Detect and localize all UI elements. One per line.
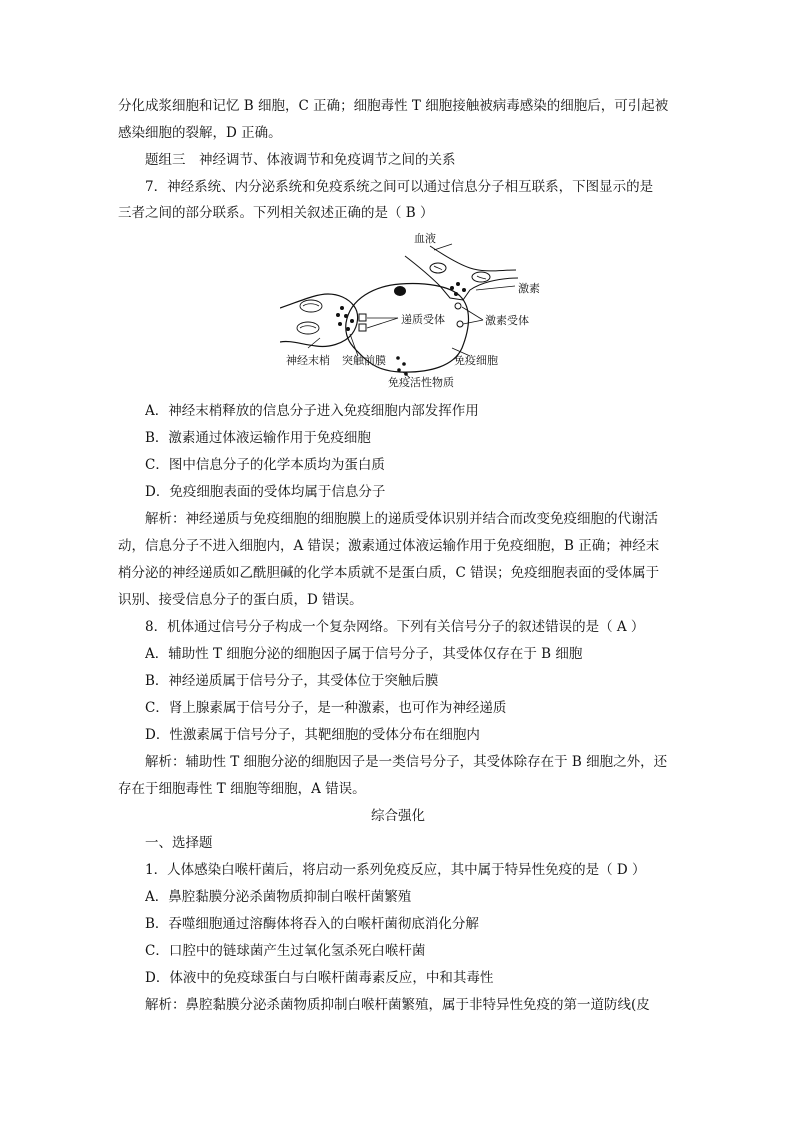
question-8-analysis: 解析：辅助性 T 细胞分泌的细胞因子是一类信号分子，其受体除存在于 B 细胞之外，还 xyxy=(145,754,668,770)
question-7-analysis: 梢分泌的神经递质如乙酰胆碱的化学本质就不是蛋白质，C 错误；免疫细胞表面的受体属于 xyxy=(118,565,660,581)
question-7-option-c: C．图中信息分子的化学本质均为蛋白质 xyxy=(145,457,385,473)
label-nerve-ending: 神经末梢 xyxy=(286,354,330,367)
question-7-option-d: D．免疫细胞表面的受体均属于信息分子 xyxy=(145,484,386,500)
immune-signal-diagram xyxy=(280,228,565,390)
label-immune-active-substance: 免疫活性物质 xyxy=(388,376,454,389)
question-1-option-a: A．鼻腔黏膜分泌杀菌物质抑制白喉杆菌繁殖 xyxy=(145,889,412,905)
label-hormone: 激素 xyxy=(518,282,540,295)
question-8-option-c: C．肾上腺素属于信号分子，是一种激素，也可作为神经递质 xyxy=(145,700,507,716)
question-7-analysis: 解析：神经递质与免疫细胞的细胞膜上的递质受体识别并结合而改变免疫细胞的代谢活 xyxy=(145,511,658,527)
question-1-option-b: B．吞噬细胞通过溶酶体将吞入的白喉杆菌彻底消化分解 xyxy=(145,916,479,932)
question-8-analysis: 存在于细胞毒性 T 细胞等细胞，A 错误。 xyxy=(118,781,366,797)
question-7-option-b: B．激素通过体液运输作用于免疫细胞 xyxy=(145,430,371,446)
question-1-stem: 1．人体感染白喉杆菌后，将启动一系列免疫反应，其中属于特异性免疫的是（ D ） xyxy=(145,862,646,878)
question-7-analysis: 动，信息分子不进入细胞内，A 错误；激素通过体液运输作用于免疫细胞，B 正确；神经末 xyxy=(118,538,660,554)
subsection-heading: 一、选择题 xyxy=(145,835,213,851)
label-transmitter-receptor: 递质受体 xyxy=(401,313,445,326)
question-8-stem: 8．机体通过信号分子构成一个复杂网络。下列有关信号分子的叙述错误的是（ A ） xyxy=(145,619,645,635)
question-7-option-a: A．神经末梢释放的信息分子进入免疫细胞内部发挥作用 xyxy=(145,403,479,419)
section-heading: 题组三 神经调节、体液调节和免疫调节之间的关系 xyxy=(145,152,456,168)
label-blood: 血液 xyxy=(414,232,436,245)
question-8-option-a: A．辅助性 T 细胞分泌的细胞因子属于信号分子，其受体仅存在于 B 细胞 xyxy=(145,646,583,662)
label-hormone-receptor: 激素受体 xyxy=(485,314,529,327)
question-1-option-c: C．口腔中的链球菌产生过氧化氢杀死白喉杆菌 xyxy=(145,943,426,959)
question-7-stem: 7．神经系统、内分泌系统和免疫系统之间可以通过信息分子相互联系，下图显示的是 xyxy=(145,179,654,195)
question-8-option-d: D．性激素属于信号分子，其靶细胞的受体分布在细胞内 xyxy=(145,727,480,743)
question-7-analysis: 识别、接受信息分子的蛋白质，D 错误。 xyxy=(118,592,363,608)
question-1-analysis: 解析：鼻腔黏膜分泌杀菌物质抑制白喉杆菌繁殖，属于非特异性免疫的第一道防线(皮 xyxy=(145,997,650,1013)
question-8-option-b: B．神经递质属于信号分子，其受体位于突触后膜 xyxy=(145,673,439,689)
label-immune-cell: 免疫细胞 xyxy=(454,354,498,367)
question-7-stem: 三者之间的部分联系。下列相关叙述正确的是（ B ） xyxy=(118,205,434,221)
text-line: 感染细胞的裂解，D 正确。 xyxy=(118,125,282,141)
text-line: 分化成浆细胞和记忆 B 细胞，C 正确；细胞毒性 T 细胞接触被病毒感染的细胞后，可引起被 xyxy=(118,98,669,114)
label-presynaptic-membrane: 突触前膜 xyxy=(342,354,386,367)
section-title: 综合强化 xyxy=(371,808,425,824)
question-1-option-d: D．体液中的免疫球蛋白与白喉杆菌毒素反应，中和其毒性 xyxy=(145,970,494,986)
